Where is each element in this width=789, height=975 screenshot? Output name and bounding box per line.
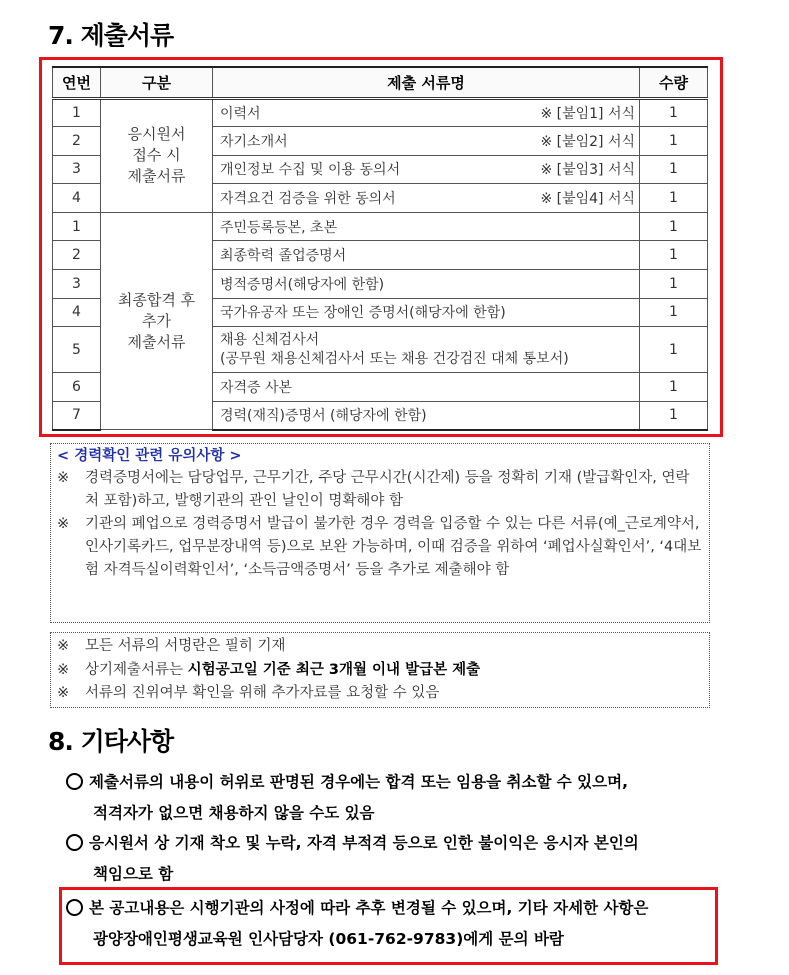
row-qty: 1	[640, 298, 708, 327]
document-name: 자격요건 검증을 위한 동의서	[220, 191, 396, 208]
row-name	[213, 184, 640, 213]
note-text: 모든 서류의 서명란은 필히 기재	[85, 638, 286, 654]
etc-text: 응시원서 상 기재 착오 및 누락, 자격 부적격 등으로 인한 불이익은 응시자 본인의	[89, 834, 639, 852]
header-no: 연번	[53, 67, 101, 98]
caution-heading: < 경력확인 관련 유의사항 >	[57, 448, 242, 464]
etc-text-cont: 책임으로 함	[93, 865, 174, 883]
document-name: 자격증 사본	[213, 373, 640, 402]
document-name: 국가유공자 또는 장애인 증명서(해당자에 한함)	[213, 298, 640, 327]
row-qty: 1	[640, 327, 708, 373]
etc-item	[66, 828, 716, 890]
document-name: 개인정보 수집 및 이용 동의서	[220, 162, 401, 179]
note-mark: ※	[57, 685, 70, 701]
document-name: 채용 신체검사서 (공무원 채용신체검사서 또는 채용 건강검진 대체 통보서)	[213, 327, 640, 373]
section-8-title: 8. 기타사항	[48, 727, 174, 756]
note-emphasis: 시험공고일 기준 최근 3개월 이내 발급본 제출	[187, 661, 481, 678]
row-no: 1	[53, 212, 101, 241]
etc-text-cont: 광양장애인평생교육원 인사담당자 (061-762-9783)에게 문의 바람	[93, 930, 564, 948]
table-row	[53, 98, 708, 127]
row-qty: 1	[640, 98, 708, 127]
career-caution-box	[50, 443, 710, 623]
row-no: 2	[53, 241, 101, 270]
category-final	[101, 212, 213, 430]
document-name: 병적증명서(해당자에 한함)	[213, 270, 640, 299]
note-mark: ※	[57, 470, 70, 486]
row-name	[213, 127, 640, 156]
note-mark: ※	[57, 638, 70, 654]
row-no: 4	[53, 298, 101, 327]
row-no: 1	[53, 98, 101, 127]
header-category: 구분	[101, 67, 213, 98]
row-qty: 1	[640, 184, 708, 213]
circle-bullet-icon	[66, 773, 83, 790]
section-7-title: 7. 제출서류	[48, 21, 174, 50]
category-application	[101, 98, 213, 212]
document-name: 경력(재직)증명서 (해당자에 한함)	[213, 401, 640, 430]
row-qty: 1	[640, 401, 708, 430]
row-no: 4	[53, 184, 101, 213]
etc-item	[66, 893, 716, 955]
note-item	[57, 635, 703, 659]
row-no: 3	[53, 270, 101, 299]
caution-item	[57, 513, 703, 582]
caution-text: 경력증명서에는 담당업무, 근무기간, 주당 근무시간(시간제) 등을 정확히 기재 (발급확인자, 연락처 포함)하고, 발행기관의 관인 날인이 명확해야 함	[85, 470, 690, 509]
note-item	[57, 659, 703, 683]
row-qty: 1	[640, 241, 708, 270]
etc-text: 제출서류의 내용이 허위로 판명된 경우에는 합격 또는 임용을 취소할 수 있으며,	[89, 773, 628, 791]
table-header-row	[53, 67, 708, 98]
caution-text: 기관의 폐업으로 경력증명서 발급이 불가한 경우 경력을 입증할 수 있는 다른 서류(예_근로계약서, 인사기록카드, 업무분장내역 등)으로 보완 가능하며, 이때 검증을 위하여 ‘폐업사실확인서’, ‘4대보험 자격득실이력확인서’, ‘소득금액증명서’ 등을 추가로 제출해야 함	[85, 516, 702, 578]
note-mark: ※	[57, 661, 70, 678]
row-no: 6	[53, 373, 101, 402]
category-label: 최종합격 후 추가 제출서류	[117, 290, 196, 351]
row-qty: 1	[640, 373, 708, 402]
form-note: ※ [붙임1] 서식	[540, 105, 635, 122]
note-mark: ※	[57, 516, 70, 532]
document-name: 최종학력 졸업증명서	[213, 241, 640, 270]
circle-bullet-icon	[66, 834, 83, 851]
header-qty: 수량	[640, 67, 708, 98]
form-note: ※ [붙임4] 서식	[540, 191, 635, 208]
etc-item	[66, 767, 716, 829]
row-no: 2	[53, 127, 101, 156]
row-qty: 1	[640, 155, 708, 184]
note-text: 상기제출서류는	[85, 661, 188, 678]
category-label: 응시원서 접수 시 제출서류	[127, 125, 186, 186]
row-qty: 1	[640, 270, 708, 299]
form-note: ※ [붙임2] 서식	[540, 133, 635, 150]
document-name: 자기소개서	[220, 133, 288, 150]
row-qty: 1	[640, 127, 708, 156]
note-text: 서류의 진위여부 확인을 위해 추가자료를 요청할 수 있음	[85, 685, 440, 701]
etc-text-cont: 적격자가 없으면 채용하지 않을 수도 있음	[93, 804, 375, 822]
document-name: 주민등록등본, 초본	[213, 212, 640, 241]
note-item	[57, 682, 703, 706]
circle-bullet-icon	[66, 899, 83, 916]
form-note: ※ [붙임3] 서식	[540, 162, 635, 179]
row-no: 5	[53, 327, 101, 373]
row-no: 7	[53, 401, 101, 430]
row-name	[213, 98, 640, 127]
caution-item	[57, 467, 703, 513]
row-qty: 1	[640, 212, 708, 241]
etc-text: 본 공고내용은 시행기관의 사정에 따라 추후 변경될 수 있으며, 기타 자세한 사항은	[89, 899, 649, 917]
row-no: 3	[53, 155, 101, 184]
row-name	[213, 155, 640, 184]
header-name: 제출 서류명	[213, 67, 640, 98]
table-row	[53, 212, 708, 241]
submission-notes-box	[50, 632, 710, 708]
document-name: 이력서	[220, 105, 261, 122]
documents-table	[52, 66, 708, 431]
